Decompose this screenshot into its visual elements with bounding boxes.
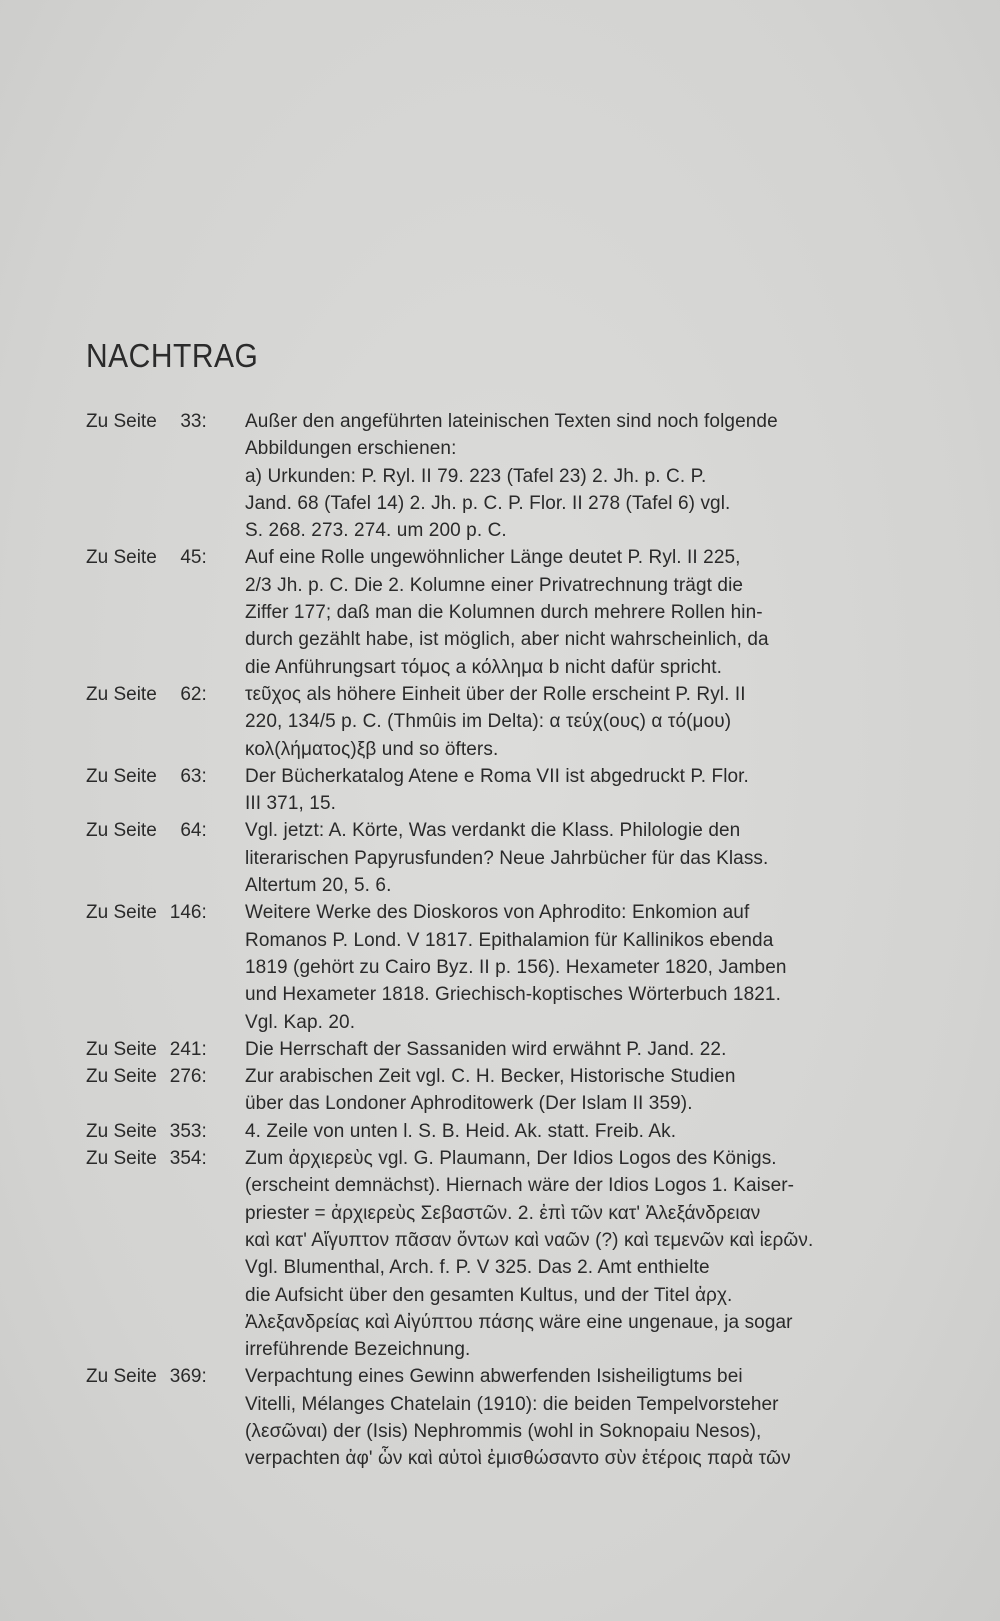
addendum-entry — [86, 1118, 966, 1145]
addendum-text — [245, 681, 966, 763]
reference-label: Zu Seite — [86, 902, 157, 924]
reference-page-number: 146: — [169, 902, 207, 924]
addendum-entry — [86, 544, 966, 680]
reference-page-number: 369: — [169, 1366, 207, 1388]
text-line: Der Bücherkatalog Atene e Roma VII ist abgedruckt P. Flor. — [245, 765, 749, 787]
addendum-entry — [86, 899, 966, 1035]
addendum-entry — [86, 1036, 966, 1063]
page-reference — [86, 899, 245, 1035]
addendum-text — [245, 1363, 966, 1472]
text-line: Romanos P. Lond. V 1817. Epithalamion für Kallinikos ebenda — [245, 929, 774, 951]
reference-label: Zu Seite — [86, 1066, 157, 1088]
page-reference — [86, 544, 245, 680]
reference-page-number: 353: — [169, 1120, 207, 1142]
text-line: und Hexameter 1818. Griechisch-koptisches Wörterbuch 1821. — [245, 984, 781, 1006]
page-reference — [86, 408, 245, 544]
text-line: Zur arabischen Zeit vgl. C. H. Becker, Historische Studien — [245, 1066, 736, 1088]
page-reference — [86, 817, 245, 899]
addendum-entry — [86, 763, 966, 818]
reference-page-number: 64: — [180, 820, 207, 842]
text-line: die Aufsicht über den gesamten Kultus, und der Titel ἀρχ. — [245, 1284, 733, 1306]
text-line: durch gezählt habe, ist möglich, aber nicht wahrscheinlich, da — [245, 629, 769, 651]
reference-page-number: 241: — [169, 1038, 207, 1060]
reference-label: Zu Seite — [86, 1038, 157, 1060]
text-line: Vgl. Blumenthal, Arch. f. P. V 325. Das 2. Amt enthielte — [245, 1257, 710, 1279]
addendum-text — [245, 1118, 966, 1145]
addendum-entry — [86, 817, 966, 899]
text-line: (λεσῶναι) der (Isis) Nephrommis (wohl in Soknopaiu Nesos), — [245, 1420, 762, 1442]
text-line: τεῦχος als höhere Einheit über der Rolle erscheint P. Ryl. II — [245, 683, 746, 705]
reference-page-number: 45: — [180, 547, 207, 569]
text-line: 1819 (gehört zu Cairo Byz. II p. 156). Hexameter 1820, Jamben — [245, 956, 787, 978]
reference-label: Zu Seite — [86, 547, 157, 569]
text-line: S. 268. 273. 274. um 200 p. C. — [245, 520, 507, 542]
addendum-text — [245, 544, 966, 680]
text-line: 2/3 Jh. p. C. Die 2. Kolumne einer Privatrechnung trägt die — [245, 574, 744, 596]
addendum-entry — [86, 1063, 966, 1118]
reference-label: Zu Seite — [86, 1120, 157, 1142]
text-line: III 371, 15. — [245, 793, 336, 815]
text-line: Vitelli, Mélanges Chatelain (1910): die beiden Tempelvorsteher — [245, 1393, 779, 1415]
addendum-entry — [86, 1145, 966, 1363]
text-line: Abbildungen erschienen: — [245, 438, 457, 460]
text-line: Vgl. Kap. 20. — [245, 1011, 356, 1033]
page-reference — [86, 1063, 245, 1118]
addendum-text — [245, 899, 966, 1035]
text-line: über das Londoner Aphroditowerk (Der Islam II 359). — [245, 1093, 693, 1115]
addendum-entry — [86, 1363, 966, 1472]
text-line: Ziffer 177; daß man die Kolumnen durch mehrere Rollen hin- — [245, 602, 763, 624]
addendum-text — [245, 1063, 966, 1118]
text-line: irreführende Bezeichnung. — [245, 1339, 471, 1361]
text-line: Zum ἀρχιερεὺς vgl. G. Plaumann, Der Idios Logos des Königs. — [245, 1148, 777, 1170]
text-line: Verpachtung eines Gewinn abwerfenden Isisheiligtums bei — [245, 1366, 743, 1388]
text-line: Jand. 68 (Tafel 14) 2. Jh. p. C. P. Flor. II 278 (Tafel 6) vgl. — [245, 492, 731, 514]
text-line: Weitere Werke des Dioskoros von Aphrodito: Enkomion auf — [245, 902, 750, 924]
page-reference — [86, 1145, 245, 1363]
text-line: Außer den angeführten lateinischen Texten sind noch folgende — [245, 411, 778, 432]
reference-page-number: 354: — [169, 1148, 207, 1170]
text-line: literarischen Papyrusfunden? Neue Jahrbücher für das Klass. — [245, 847, 769, 869]
text-line: 4. Zeile von unten l. S. B. Heid. Ak. statt. Freib. Ak. — [245, 1120, 677, 1142]
reference-label: Zu Seite — [86, 411, 157, 432]
text-line: a) Urkunden: P. Ryl. II 79. 223 (Tafel 23) 2. Jh. p. C. P. — [245, 465, 707, 487]
text-line: Die Herrschaft der Sassaniden wird erwähnt P. Jand. 22. — [245, 1038, 727, 1060]
text-line: die Anführungsart τόμος a κόλλημα b nicht dafür spricht. — [245, 656, 723, 678]
text-line: verpachten ἀφ' ὧν καὶ αὐτοὶ ἐμισθώσαντο σὺν ἑτέροις παρὰ τῶν — [245, 1448, 791, 1470]
addendum-text — [245, 1145, 966, 1363]
text-line: Auf eine Rolle ungewöhnlicher Länge deutet P. Ryl. II 225, — [245, 547, 741, 569]
reference-label: Zu Seite — [86, 1366, 157, 1388]
reference-label: Zu Seite — [86, 765, 157, 787]
addenda-list — [86, 408, 966, 1473]
text-line: (erscheint demnächst). Hiernach wäre der Idios Logos 1. Kaiser- — [245, 1175, 795, 1197]
page-reference — [86, 1036, 245, 1063]
text-line: κολ(λήματος)ξβ und so öfters. — [245, 738, 499, 760]
reference-page-number: 276: — [169, 1066, 207, 1088]
page-reference — [86, 681, 245, 763]
text-line: καὶ κατ' Αἴγυπτον πᾶσαν ὄντων καὶ ναῶν (?) καὶ τεμενῶν καὶ ἱερῶν. — [245, 1229, 814, 1251]
reference-page-number: 63: — [180, 765, 207, 787]
reference-label: Zu Seite — [86, 820, 157, 842]
addendum-text — [245, 763, 966, 818]
page-reference — [86, 1363, 245, 1472]
page-reference — [86, 1118, 245, 1145]
page-heading: NACHTRAG — [86, 338, 259, 375]
reference-page-number: 33: — [180, 411, 207, 432]
text-line: Altertum 20, 5. 6. — [245, 875, 392, 897]
text-line: Vgl. jetzt: A. Körte, Was verdankt die Klass. Philologie den — [245, 820, 741, 842]
reference-label: Zu Seite — [86, 683, 157, 705]
reference-page-number: 62: — [180, 683, 207, 705]
text-line: 220, 134/5 p. C. (Thmûis im Delta): α τεύχ(ους) α τό(μου) — [245, 711, 732, 733]
text-line: priester = ἀρχιερεὺς Σεβαστῶν. 2. ἐπὶ τῶν κατ' Ἀλεξάνδρειαν — [245, 1202, 761, 1224]
page-reference — [86, 763, 245, 818]
addendum-entry — [86, 681, 966, 763]
addendum-entry — [86, 408, 966, 544]
reference-label: Zu Seite — [86, 1148, 157, 1170]
addendum-text — [245, 817, 966, 899]
text-line: Ἀλεξανδρείας καὶ Αἰγύπτου πάσης wäre eine ungenaue, ja sogar — [245, 1311, 793, 1333]
addendum-text — [245, 408, 966, 544]
addendum-text — [245, 1036, 966, 1063]
